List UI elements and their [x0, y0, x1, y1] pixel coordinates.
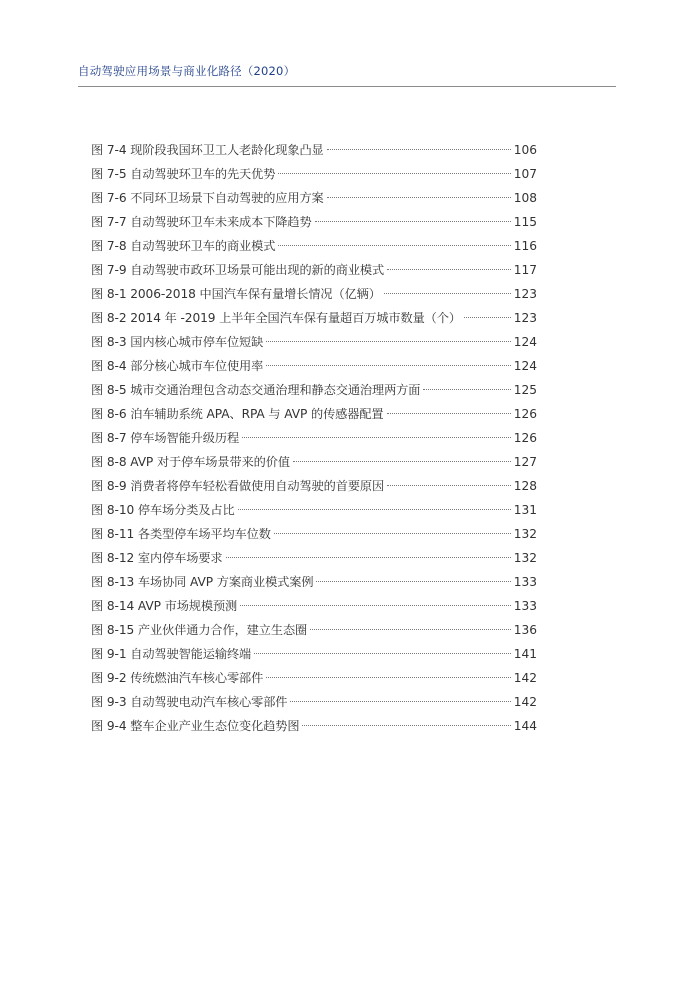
dot-leader: [387, 485, 511, 486]
toc-entry[interactable]: [91, 210, 537, 234]
toc-entry-label: 图 7-4 现阶段我国环卫工人老龄化现象凸显: [91, 143, 324, 157]
toc-entry-label: 图 7-5 自动驾驶环卫车的先天优势: [91, 167, 276, 181]
toc-entry-page-number: 136: [513, 623, 537, 637]
toc-entry[interactable]: [91, 234, 537, 258]
toc-entry-label: 图 8-13 车场协同 AVP 方案商业模式案例: [91, 575, 314, 589]
toc-entry-page-number: 127: [513, 455, 537, 469]
toc-entry-label: 图 8-1 2006-2018 中国汽车保有量增长情况（亿辆）: [91, 287, 381, 301]
toc-entry[interactable]: [91, 666, 537, 690]
toc-entry-page-number: 133: [513, 575, 537, 589]
dot-leader: [274, 533, 511, 534]
toc-entry[interactable]: [91, 690, 537, 714]
toc-entry[interactable]: [91, 138, 537, 162]
toc-entry-page-number: 123: [513, 287, 537, 301]
toc-entry-page-number: 116: [513, 239, 537, 253]
toc-entry-page-number: 124: [513, 359, 537, 373]
toc-entry[interactable]: [91, 570, 537, 594]
dot-leader: [242, 437, 511, 438]
toc-entry-label: 图 8-2 2014 年 -2019 上半年全国汽车保有量超百万城市数量（个）: [91, 311, 461, 325]
toc-entry-page-number: 131: [513, 503, 537, 517]
dot-leader: [278, 173, 510, 174]
toc-entry-page-number: 126: [513, 431, 537, 445]
toc-entry-page-number: 128: [513, 479, 537, 493]
toc-entry-page-number: 133: [513, 599, 537, 613]
toc-entry[interactable]: [91, 378, 537, 402]
toc-entry-label: 图 8-11 各类型停车场平均车位数: [91, 527, 271, 541]
dot-leader: [327, 149, 511, 150]
toc-entry-label: 图 9-4 整车企业产业生态位变化趋势图: [91, 719, 300, 733]
toc-entry-page-number: 117: [513, 263, 537, 277]
toc-entry-label: 图 8-8 AVP 对于停车场景带来的价值: [91, 455, 290, 469]
dot-leader: [238, 509, 511, 510]
toc-entry-label: 图 7-9 自动驾驶市政环卫场景可能出现的新的商业模式: [91, 263, 385, 277]
dot-leader: [315, 221, 511, 222]
toc-entry[interactable]: [91, 186, 537, 210]
toc-entry-page-number: 142: [513, 695, 537, 709]
toc-entry-label: 图 8-9 消费者将停车轻松看做使用自动驾驶的首要原因: [91, 479, 385, 493]
dot-leader: [327, 197, 511, 198]
toc-entry[interactable]: [91, 258, 537, 282]
toc-entry-page-number: 132: [513, 527, 537, 541]
dot-leader: [387, 269, 511, 270]
toc-entry[interactable]: [91, 306, 537, 330]
toc-entry-page-number: 126: [513, 407, 537, 421]
toc-entry-label: 图 8-14 AVP 市场规模预测: [91, 599, 238, 613]
toc-entry-label: 图 8-12 室内停车场要求: [91, 551, 223, 565]
toc-entry-page-number: 107: [513, 167, 537, 181]
toc-entry-label: 图 7-6 不同环卫场景下自动驾驶的应用方案: [91, 191, 324, 205]
toc-entry-page-number: 142: [513, 671, 537, 685]
dot-leader: [290, 701, 510, 702]
toc-entry-label: 图 9-2 传统燃油汽车核心零部件: [91, 671, 264, 685]
toc-entry-label: 图 8-4 部分核心城市车位使用率: [91, 359, 264, 373]
figure-list: [91, 138, 537, 738]
dot-leader: [278, 245, 510, 246]
toc-entry[interactable]: [91, 474, 537, 498]
toc-entry[interactable]: [91, 282, 537, 306]
toc-entry-label: 图 8-7 停车场智能升级历程: [91, 431, 240, 445]
toc-entry-label: 图 8-10 停车场分类及占比: [91, 503, 235, 517]
dot-leader: [302, 725, 510, 726]
toc-entry-label: 图 8-5 城市交通治理包含动态交通治理和静态交通治理两方面: [91, 383, 421, 397]
toc-entry[interactable]: [91, 714, 537, 738]
dot-leader: [293, 461, 511, 462]
dot-leader: [226, 557, 511, 558]
toc-entry-label: 图 7-8 自动驾驶环卫车的商业模式: [91, 239, 276, 253]
toc-entry-page-number: 144: [513, 719, 537, 733]
dot-leader: [266, 365, 511, 366]
running-header: 自动驾驶应用场景与商业化路径（2020）: [78, 64, 296, 78]
dot-leader: [240, 605, 511, 606]
toc-entry-label: 图 9-1 自动驾驶智能运输终端: [91, 647, 252, 661]
toc-entry[interactable]: [91, 354, 537, 378]
dot-leader: [266, 677, 511, 678]
dot-leader: [387, 413, 511, 414]
toc-entry-page-number: 124: [513, 335, 537, 349]
dot-leader: [384, 293, 511, 294]
toc-entry[interactable]: [91, 594, 537, 618]
toc-entry[interactable]: [91, 642, 537, 666]
dot-leader: [266, 341, 511, 342]
toc-entry[interactable]: [91, 426, 537, 450]
toc-entry-page-number: 108: [513, 191, 537, 205]
toc-entry-page-number: 141: [513, 647, 537, 661]
toc-entry-page-number: 132: [513, 551, 537, 565]
toc-entry[interactable]: [91, 546, 537, 570]
toc-entry-page-number: 115: [513, 215, 537, 229]
dot-leader: [316, 581, 510, 582]
dot-leader: [310, 629, 511, 630]
header-divider: [78, 86, 616, 87]
dot-leader: [464, 317, 511, 318]
dot-leader: [254, 653, 511, 654]
toc-entry[interactable]: [91, 330, 537, 354]
toc-entry-label: 图 8-6 泊车辅助系统 APA、RPA 与 AVP 的传感器配置: [91, 407, 384, 421]
toc-entry[interactable]: [91, 522, 537, 546]
toc-entry[interactable]: [91, 450, 537, 474]
toc-entry-page-number: 106: [513, 143, 537, 157]
toc-entry-page-number: 125: [513, 383, 537, 397]
toc-entry[interactable]: [91, 402, 537, 426]
toc-entry-page-number: 123: [513, 311, 537, 325]
toc-entry[interactable]: [91, 498, 537, 522]
toc-entry-label: 图 8-3 国内核心城市停车位短缺: [91, 335, 264, 349]
toc-entry-label: 图 8-15 产业伙伴通力合作，建立生态圈: [91, 623, 308, 637]
dot-leader: [423, 389, 510, 390]
toc-entry-label: 图 9-3 自动驾驶电动汽车核心零部件: [91, 695, 288, 709]
toc-entry[interactable]: [91, 162, 537, 186]
toc-entry[interactable]: [91, 618, 537, 642]
toc-entry-label: 图 7-7 自动驾驶环卫车未来成本下降趋势: [91, 215, 312, 229]
